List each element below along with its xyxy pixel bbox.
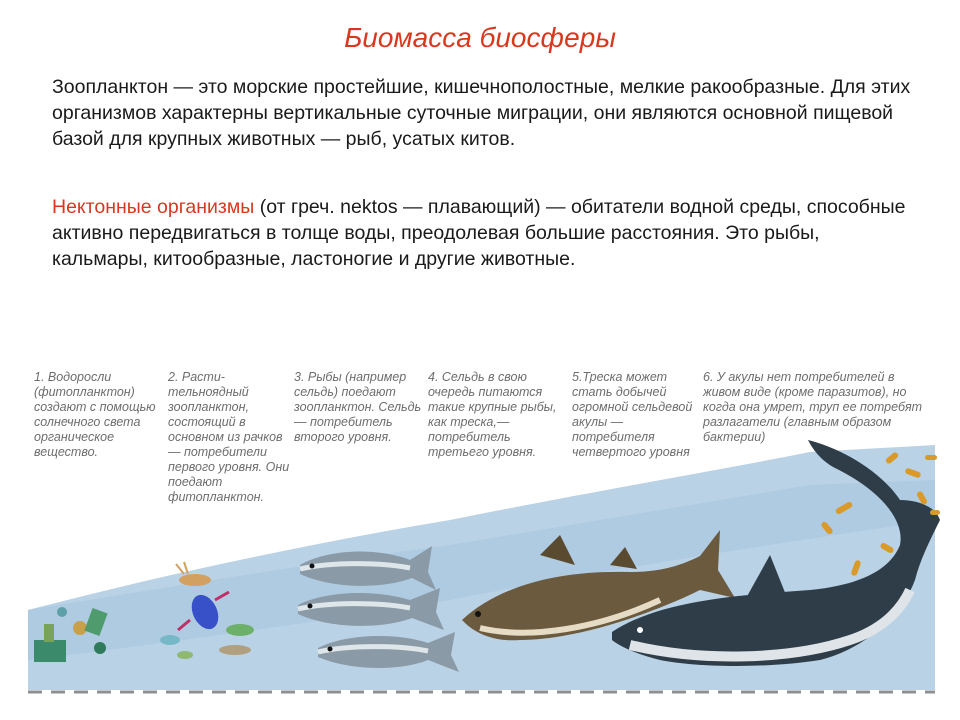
nekton-definition: (от греч. nektos — плавающий) — обитатели водной среды, способные активно передвигаться в толще воды, преодолевая большие расстояния. Это рыбы, кальмары, китообразные, ластоногие и другие животные.	[52, 196, 906, 270]
food-chain-stage-6: 6. У акулы нет потребителей в живом виде (кроме паразитов), но когда она умрет, труп ее потребят разлагатели (главным образом бактерии)	[703, 370, 923, 444]
zooplankton-paragraph: Зоопланктон — это морские простейшие, кишечнополостные, мелкие ракообразные. Для этих организмов характерны вертикальные суточные миграции, они являются основной пищевой базой для крупных животных — рыб, усатых китов.	[52, 76, 911, 150]
food-chain-stage-5: 5.Треска может стать добычей огромной сельдевой акулы — потребителя четвертого уровня	[572, 370, 693, 459]
food-chain-stage-3: 3. Рыбы (например сельдь) поедают зоопланктон. Сельдь — потребитель второго уровня.	[294, 370, 422, 444]
food-chain-stage-1: 1. Водоросли (фитопланктон) создают с помощью солнечного света органическое вещество.	[34, 370, 156, 459]
slide-title: Биомасса биосферы	[344, 22, 616, 53]
nekton-term: Нектонные организмы	[52, 196, 255, 218]
food-chain-stage-4: 4. Сельдь в свою очередь питаются такие крупные рыбы, как треска,— потребитель третьего уровня.	[428, 370, 557, 459]
food-chain-stage-2: 2. Расти-тельноядный зоопланктон, состоящий в основном из рачков — потребители первого уровня. Они поедают фитопланктон.	[168, 370, 290, 504]
